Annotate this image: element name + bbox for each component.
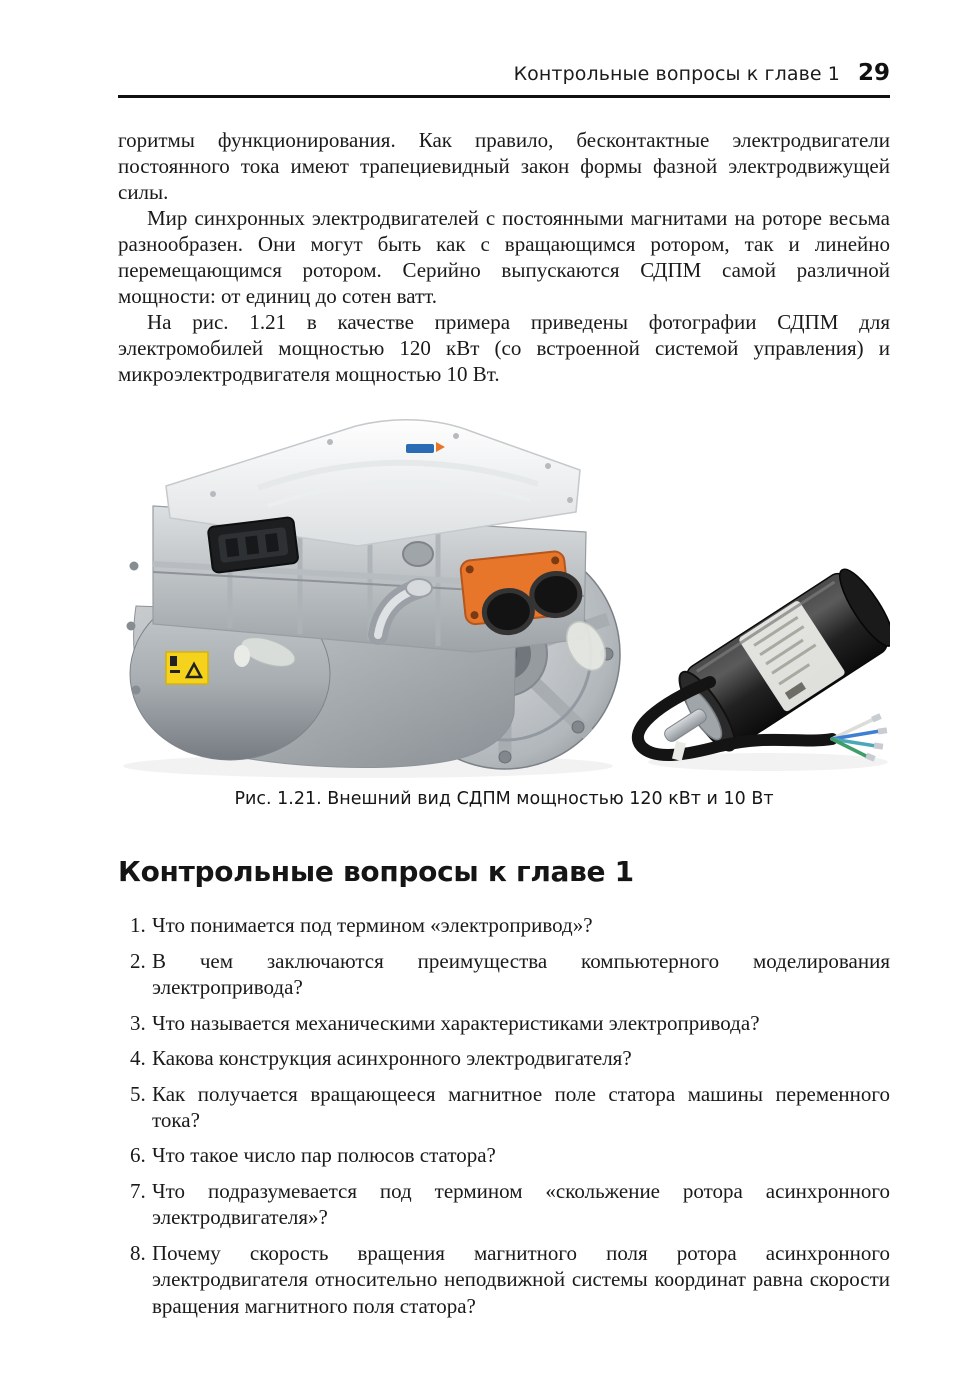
question-item: 4. Какова конструкция асинхронного электродвигателя? (151, 1045, 890, 1071)
page-number: 29 (857, 60, 890, 86)
section-heading: Контрольные вопросы к главе 1 (118, 855, 634, 889)
signal-connector (208, 517, 299, 573)
running-header (118, 60, 890, 86)
small-motor-illustration (638, 562, 890, 776)
motors-photo (118, 414, 890, 784)
paragraph: горитмы функционирования. Как правило, бесконтактные электродвигатели постоянного тока имеют трапециевидный закон формы фазной электродвижущей силы. (118, 128, 890, 205)
question-item: 6. Что такое число пар полюсов статора? (151, 1142, 890, 1168)
question-item: 1. Что понимается под термином «электропривод»? (151, 912, 890, 938)
question-item: 2. В чем заключаются преимущества компьютерного моделирования электропривода? (151, 948, 890, 1001)
question-item: 7. Что подразумевается под термином «скольжение ротора асинхронного электродвигателя»? (151, 1178, 890, 1231)
hv-port (530, 571, 582, 618)
wire-leads (832, 719, 880, 757)
header-rule (118, 95, 890, 98)
large-motor-illustration (123, 420, 620, 778)
sight-plug (403, 542, 433, 566)
hv-port (482, 589, 534, 636)
warning-label (166, 652, 208, 684)
question-item: 5. Как получается вращающееся магнитное поле статора машины переменного тока? (151, 1081, 890, 1134)
figure-caption: Рис. 1.21. Внешний вид СДПМ мощностью 120 кВт и 10 Вт (234, 789, 774, 810)
coolant-nozzle-tip (234, 645, 250, 667)
running-title: Контрольные вопросы к главе 1 (513, 63, 840, 85)
paragraph: На рис. 1.21 в качестве примера приведены фотографии СДПМ для электромобилей мощностью 120 кВт (со встроенной системой управления) и микроэлектродвигателя мощностью 10 Вт. (118, 310, 890, 387)
question-item: 8. Почему скорость вращения магнитного поля ротора асинхронного электродвигателя относительно неподвижной системы координат равна скорости вращения магнитного поля статора? (151, 1240, 890, 1319)
question-item: 3. Что называется механическими характеристиками электропривода? (151, 1010, 890, 1036)
page-body (118, 127, 890, 1319)
figure-1-21 (118, 414, 890, 809)
paragraph: Мир синхронных электродвигателей с постоянными магнитами на роторе весьма разнообразен. Они могут быть как с вращающимся ротором, так и линейно перемещающимся ротором. Серийно выпускаются СДПМ самой различной мощности: от единиц до сотен ватт. (118, 206, 890, 309)
questions-list (118, 912, 890, 1319)
